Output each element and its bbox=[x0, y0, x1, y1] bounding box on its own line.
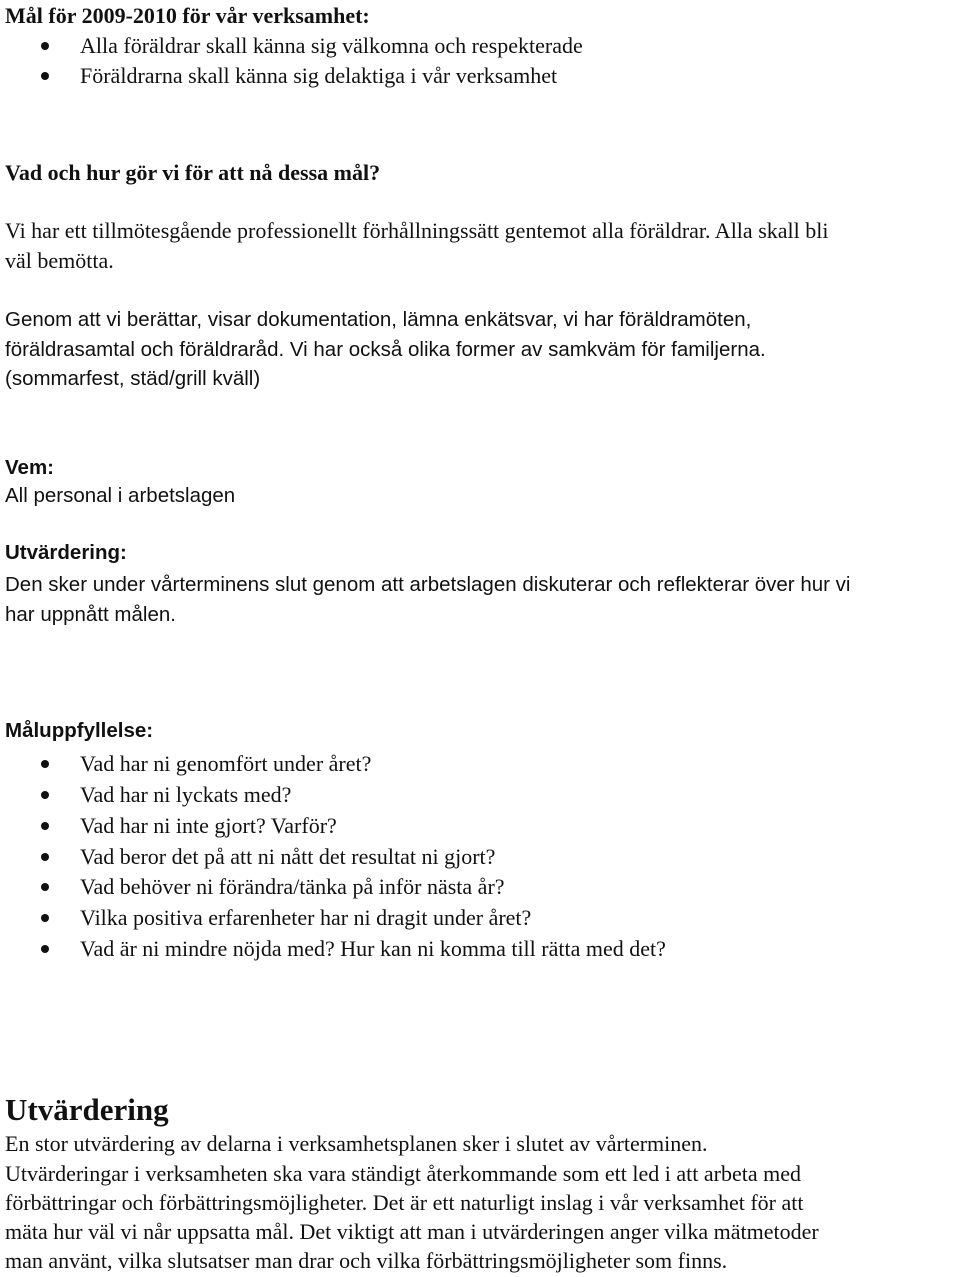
how-paragraph-line: Genom att vi berättar, visar dokumentation, lämna enkätsvar, vi har föräldramöten, bbox=[5, 308, 752, 331]
bullet-icon bbox=[41, 914, 49, 922]
goal-item: Alla föräldrar skall känna sig välkomna och respekterade bbox=[80, 33, 583, 58]
fulfillment-item: Vad har ni inte gjort? Varför? bbox=[80, 813, 337, 838]
fulfillment-item: Vad beror det på att ni nått det resultat ni gjort? bbox=[80, 844, 496, 869]
bullet-icon bbox=[41, 945, 49, 953]
goals-heading: Mål för 2009-2010 för vår verksamhet: bbox=[5, 3, 370, 28]
how-heading: Vad och hur gör vi för att nå dessa mål? bbox=[5, 160, 381, 185]
fulfillment-item: Vilka positiva erfarenheter har ni dragit under året? bbox=[80, 905, 532, 930]
summary-line: Utvärderingar i verksamheten ska vara ständigt återkommande som ett led i att arbeta med bbox=[5, 1161, 801, 1186]
how-paragraph-line: föräldrasamtal och föräldraråd. Vi har också olika former av samkväm för familjerna. bbox=[5, 338, 766, 361]
fulfillment-heading: Måluppfyllelse: bbox=[5, 719, 154, 742]
goal-item: Föräldrarna skall känna sig delaktiga i vår verksamhet bbox=[80, 63, 558, 88]
fulfillment-item: Vad behöver ni förändra/tänka på inför nästa år? bbox=[80, 874, 505, 899]
bullet-icon bbox=[41, 42, 49, 50]
how-paragraph-line: (sommarfest, städ/grill kväll) bbox=[5, 367, 261, 390]
bullet-icon bbox=[41, 822, 49, 830]
fulfillment-item: Vad har ni lyckats med? bbox=[80, 782, 292, 807]
how-paragraph-line: Vi har ett tillmötesgående professionellt förhållningssätt gentemot alla föräldrar. Alla skall bli bbox=[5, 218, 829, 243]
summary-heading: Utvärdering bbox=[5, 1092, 169, 1127]
evaluation-line: Den sker under vårterminens slut genom att arbetslagen diskuterar och reflekterar över hur vi bbox=[5, 573, 851, 596]
how-paragraph-line: väl bemötta. bbox=[5, 248, 114, 273]
summary-line: man använt, vilka slutsatser man drar och vilka förbättringsmöjligheter som finns. bbox=[5, 1248, 728, 1273]
summary-line: förbättringar och förbättringsmöjligheter. Det är ett naturligt inslag i vår verksamhet för att bbox=[5, 1190, 804, 1215]
who-text: All personal i arbetslagen bbox=[5, 484, 236, 507]
bullet-icon bbox=[41, 883, 49, 891]
bullet-icon bbox=[41, 760, 49, 768]
fulfillment-item: Vad är ni mindre nöjda med? Hur kan ni komma till rätta med det? bbox=[80, 936, 666, 961]
summary-line: mäta hur väl vi når uppsatta mål. Det viktigt att man i utvärderingen anger vilka mätmetoder bbox=[5, 1219, 819, 1244]
bullet-icon bbox=[41, 791, 49, 799]
fulfillment-item: Vad har ni genomfört under året? bbox=[80, 751, 372, 776]
summary-line: En stor utvärdering av delarna i verksamhetsplanen sker i slutet av vårterminen. bbox=[5, 1131, 708, 1156]
bullet-icon bbox=[41, 72, 49, 80]
evaluation-line: har uppnått målen. bbox=[5, 603, 176, 626]
who-heading: Vem: bbox=[5, 456, 54, 479]
bullet-icon bbox=[41, 853, 49, 861]
evaluation-heading: Utvärdering: bbox=[5, 541, 127, 564]
